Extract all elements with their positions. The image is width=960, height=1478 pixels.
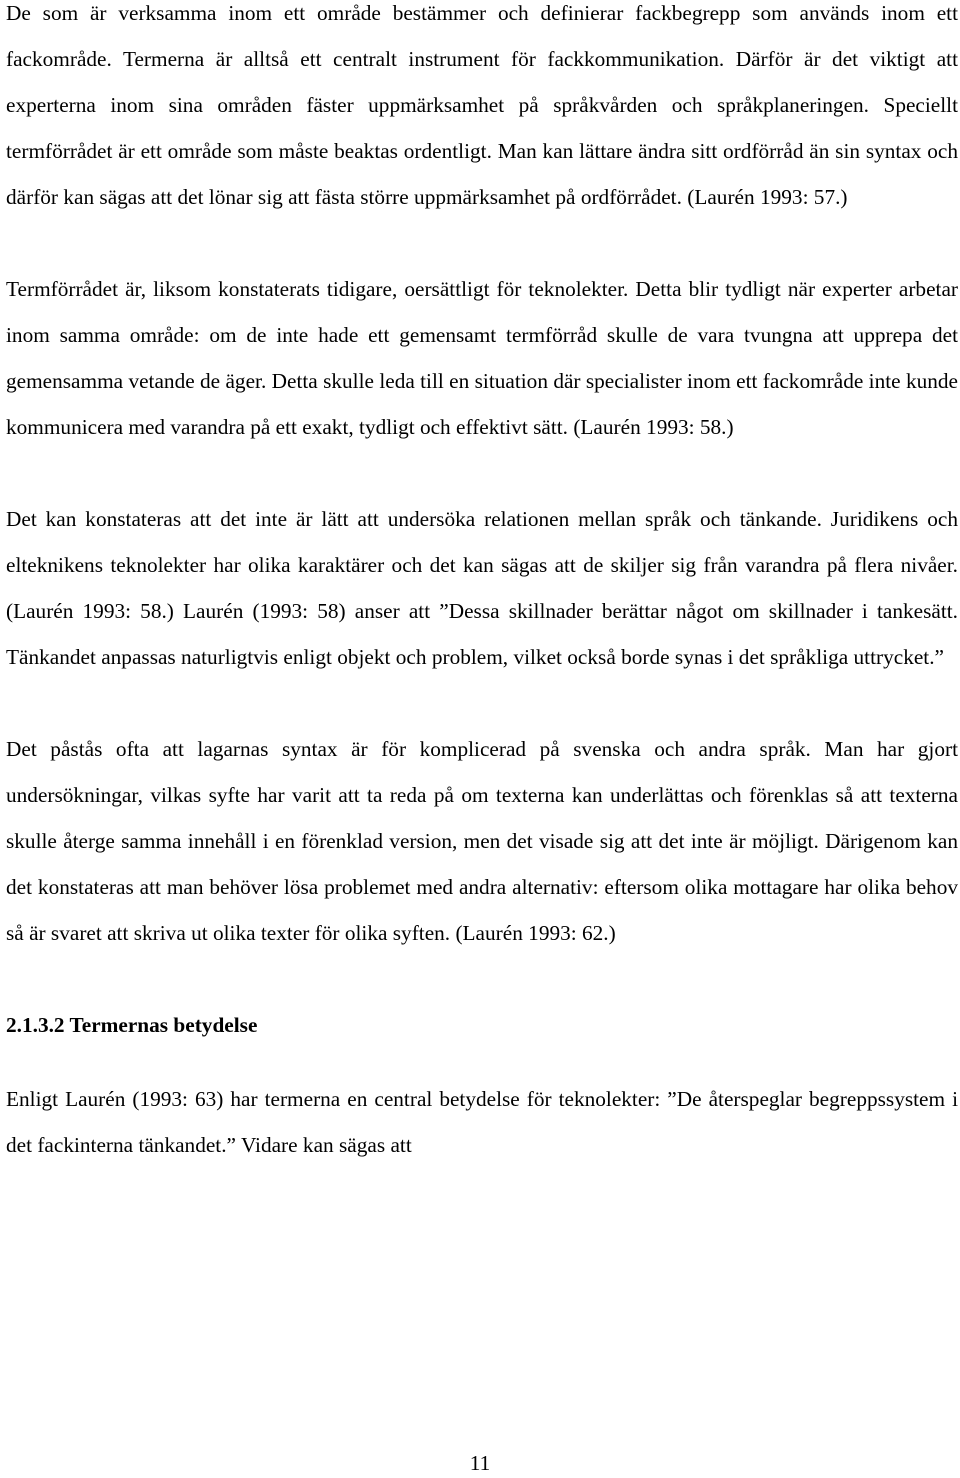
paragraph-3: Det kan konstateras att det inte är lätt att undersöka relationen mellan språk och tänkande. Juridikens och elteknikens teknolekter har olika karaktärer och det kan sägas att de skiljer sig från varandra på flera nivåer. (Laurén 1993: 58.) Laurén (1993: 58) anser att ”Dessa skillnader berättar något om skillnader i tankesätt. Tänkandet anpassas naturligtvis enligt objekt och problem, vilket också borde synas i det språkliga uttrycket.” [6, 507, 958, 669]
section-heading: 2.1.3.2 Termernas betydelse [6, 1013, 258, 1037]
paragraph-5: Enligt Laurén (1993: 63) har termerna en central betydelse för teknolekter: ”De återspeglar begreppssystem i det fackinterna tänkandet.” Vidare kan sägas att [6, 1087, 958, 1157]
paragraph-2: Termförrådet är, liksom konstaterats tidigare, oersättligt för teknolekter. Detta blir tydligt när experter arbetar inom samma område: om de inte hade ett gemensamt termförråd skulle de vara tvungna att upprepa det gemensamma vetande de äger. Detta skulle leda till en situation där specialister inom ett fackområde inte kunde kommunicera med varandra på ett exakt, tydligt och effektivt sätt. (Laurén 1993: 58.) [6, 277, 958, 439]
paragraph-1: De som är verksamma inom ett område bestämmer och definierar fackbegrepp som används inom ett fackområde. Termerna är alltså ett centralt instrument för fackkommunikation. Därför är det viktigt att experterna inom sina områden fäster uppmärksamhet på språkvården och språkplaneringen. Speciellt termförrådet är ett område som måste beaktas ordentligt. Man kan lättare ändra sitt ordförråd än sin syntax och därför kan sägas att det lönar sig att fästa större uppmärksamhet på ordförrådet. (Laurén 1993: 57.) [6, 1, 958, 209]
page-number: 11 [469, 1451, 491, 1475]
document-page [6, 0, 958, 1168]
paragraph-4: Det påstås ofta att lagarnas syntax är för komplicerad på svenska och andra språk. Man har gjort undersökningar, vilkas syfte har varit att ta reda på om texterna kan underlättas och förenklas så att texterna skulle återge samma innehåll i en förenklad version, men det visade sig att det inte är möjligt. Därigenom kan det konstateras att man behöver lösa problemet med andra alternativ: eftersom olika mottagare har olika behov så är svaret att skriva ut olika texter för olika syften. (Laurén 1993: 62.) [6, 737, 958, 945]
